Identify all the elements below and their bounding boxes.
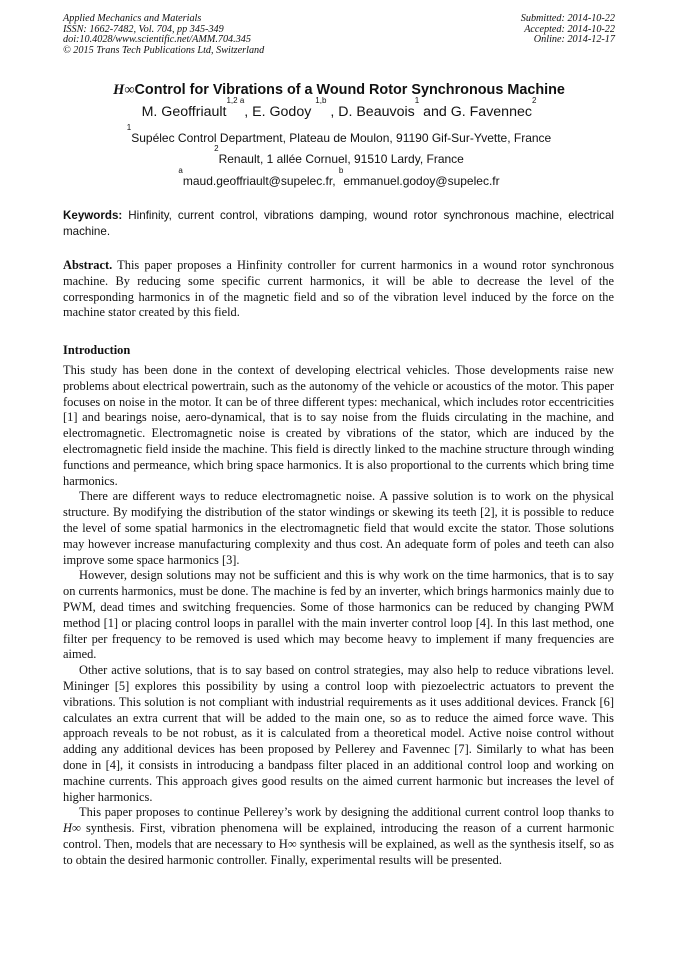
- title-text: Control for Vibrations of a Wound Rotor Synchronous Machine: [134, 82, 565, 98]
- email-a-mark: a: [178, 166, 183, 175]
- p5-hinf-symbol-1: H∞: [63, 821, 81, 836]
- title-hinf-symbol: H∞: [113, 82, 135, 98]
- journal-copyright: © 2015 Trans Tech Publications Ltd, Switzerland: [63, 44, 265, 56]
- section-heading-introduction: Introduction: [63, 343, 131, 357]
- affiliation-2-text: Renault, 1 allée Cornuel, 91510 Lardy, France: [218, 152, 464, 166]
- affiliation-1-mark: 1: [126, 123, 132, 132]
- p5-part-1: This paper proposes to continue Pellerey’s work by designing the additional current control loop thanks to: [79, 805, 614, 820]
- affiliation-1-text: Supélec Control Department, Plateau de Moulon, 91190 Gif-Sur-Yvette, France: [131, 131, 552, 145]
- abstract: [63, 258, 614, 321]
- author-3-affil: 1: [414, 96, 420, 105]
- abstract-label: Abstract.: [63, 258, 113, 272]
- submission-dates: [521, 14, 615, 46]
- journal-issn: ISSN: 1662-7482, Vol. 704, pp 345-349: [63, 23, 224, 35]
- author-emails: [0, 166, 678, 188]
- intro-paragraph-5: [63, 805, 614, 868]
- intro-paragraph-1: This study has been done in the context of developing electrical vehicles. Those developments raise new problems about electrical powertrain, such as the autonomy of the vehicle or acoustics of the motor. This paper focuses on noise in the motor. It can be of three different types: mechanical, which includes rotor eccentricities [1] and bearings noise, aero-dynamical, that is to say noise from the fluids circulating in the machine, and electromagnetic. Electromagnetic noise is created by vibrations of the stator, which are induced by the electromagnetic field inside the machine. This field is directly linked to the machine structure through winding functions and permeance, which bring space harmonics. It is also proportional to the currents which bring time harmonics.: [63, 363, 614, 488]
- keywords-text: Hinfinity, current control, vibrations damping, wound rotor synchronous machine, electrical machine.: [63, 209, 614, 238]
- author-4-affil: 2: [531, 96, 537, 105]
- abstract-text: This paper proposes a Hinfinity controller for current harmonics in a wound rotor synchronous machine. By reducing some specific current harmonics, it will be able to decrease the level of the corresponding harmonics in of the magnetic field and so of the vibration level induced by the force on the machine stator created by this field.: [63, 258, 614, 320]
- online-date: Online: 2014-12-17: [533, 34, 615, 46]
- intro-paragraph-3: However, design solutions may not be sufficient and this is why work on the time harmonics, that is to say on currents harmonics, must be done. The machine is fed by an inverter, which brings harmonics mainly due to PWM, dead times and switching frequencies. Some of those harmonics can be reduced by changing PWM method [1] or placing control loops in parallel with the main inverter control loop [4]. In this last method, one filter per frequency to be removed is used which may become heavy to implement if many frequencies are aimed.: [63, 568, 614, 662]
- p5-part-3: synthesis will be explained, as well as the synthesis itself, so as to obtain the desired harmonic controller. Finally, experimental results will be presented.: [63, 836, 614, 867]
- author-list: [0, 96, 678, 120]
- journal-info: [63, 14, 264, 56]
- affiliation-1: [0, 123, 678, 145]
- intro-paragraph-4: Other active solutions, that is to say based on control strategies, may also help to reduce vibrations level. Mininger [5] explores this possibility by using a control loop with piezoelectric actuators to prevent the vibrations. This solution is not compliant with industrial requirements as it uses additional devices. Franck [6] calculates an extra current that will be added to the main one, so as to reduce the aimed force wave. This approach reveals to be not robust, as it is calculated from a theoretical model. Active noise control without adding any additional devices has been proposed by Pellerey and Favennec [7]. Similarly to what has been done in [4], it consists in introducing a bandpass filter placed in an additional control loop and working on machine currents. This approach gives good results on the aimed current harmonic but increases the level of higher harmonics.: [63, 663, 614, 804]
- author-3: , D. Beauvois: [326, 104, 415, 120]
- accepted-date: Accepted: 2014-10-22: [524, 23, 615, 35]
- email-a[interactable]: maud.geoffriault@supelec.fr,: [182, 174, 339, 188]
- author-1: M. Geoffriault: [141, 104, 227, 120]
- journal-doi: doi:10.4028/www.scientific.net/AMM.704.345: [63, 34, 251, 46]
- keywords-label: Keywords:: [63, 209, 123, 222]
- author-1-affil: 1,2 a: [226, 96, 245, 105]
- author-2: , E. Godoy: [244, 104, 316, 120]
- affiliation-2: [0, 144, 678, 166]
- paper-title: [0, 82, 678, 99]
- introduction-body: [63, 363, 614, 869]
- p5-hinf-symbol-2: H∞: [278, 836, 297, 851]
- journal-name: Applied Mechanics and Materials: [63, 13, 202, 24]
- author-4: and G. Favennec: [419, 104, 532, 120]
- author-2-affil: 1,b: [315, 96, 327, 105]
- p5-part-2: synthesis. First, vibration phenomena will be explained, introducing the reason of a current harmonic control. Then, models that are necessary to: [63, 821, 614, 851]
- email-b[interactable]: emmanuel.godoy@supelec.fr: [343, 174, 500, 188]
- keywords: [63, 208, 614, 240]
- affiliation-2-mark: 2: [214, 144, 219, 153]
- submitted-date: Submitted: 2014-10-22: [520, 13, 615, 24]
- email-b-mark: b: [338, 166, 344, 175]
- intro-paragraph-2: There are different ways to reduce electromagnetic noise. A passive solution is to work on the physical structure. By modifying the distribution of the stator windings or skewing its teeth [2], it is possible to reduce the level of some spatial harmonics in the electromagnetic field that would excite the stator. Those solutions may however increase manufacturing complexity and thus cost. An adequate form of poles and teeth can also improve some space harmonics [3].: [63, 489, 614, 567]
